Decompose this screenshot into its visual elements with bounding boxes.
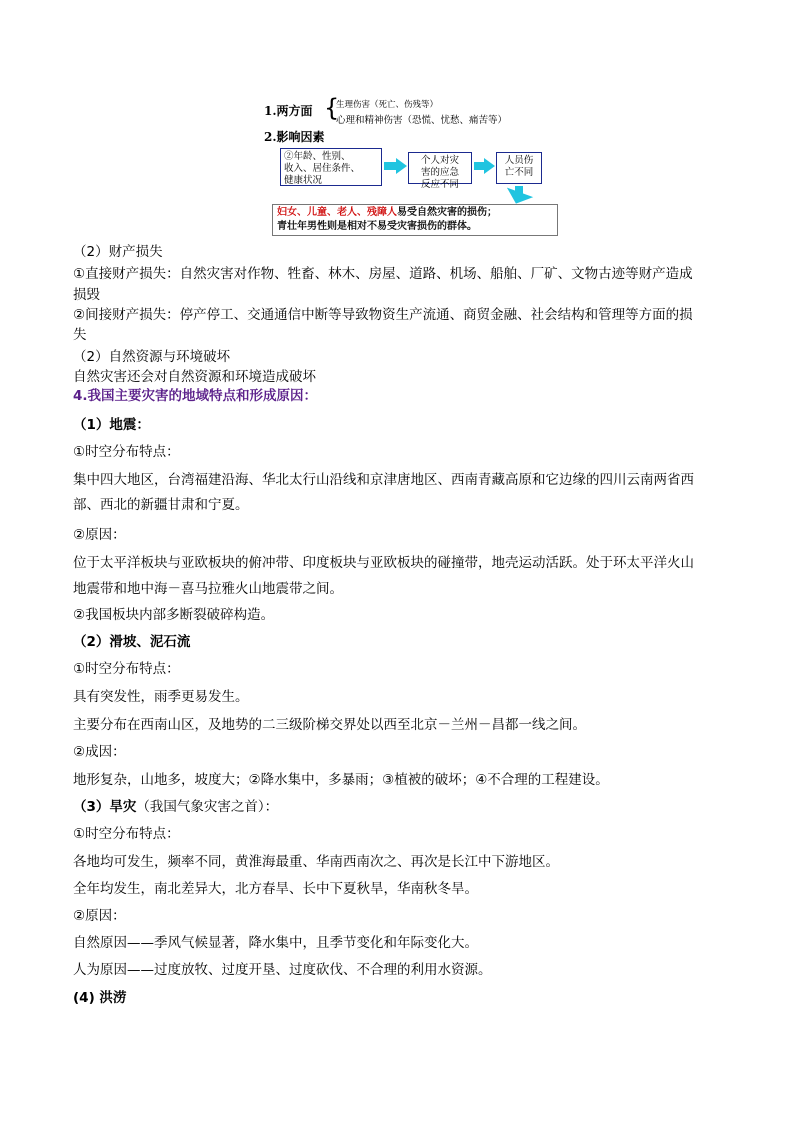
- earthquake-distribution: 集中四大地区，台湾福建沿海、华北太行山沿线和京津唐地区、西南青藏高原和它边缘的四川云南两省西: [73, 472, 694, 488]
- casualty-box-line: 亡不同: [504, 167, 534, 178]
- earthquake-cause: 位于太平洋板块与亚欧板块的俯冲带、印度板块与亚欧板块的碰撞带，地壳运动活跃。处于环太平洋火山: [73, 555, 694, 571]
- earthquake-cause-cont: 地震带和地中海－喜马拉雅火山地震带之间。: [73, 581, 343, 597]
- natural-cause: 自然原因——季风气候显著，降水集中，且季节变化和年际变化大。: [73, 935, 478, 951]
- landslide-feature: 具有突发性，雨季更易发生。: [73, 689, 249, 705]
- spatiotemporal-label: ①时空分布特点：: [73, 444, 180, 460]
- property-loss-heading: （2）财产损失: [73, 244, 163, 260]
- factor-box-line: 健康状况: [284, 175, 323, 186]
- cause-label: ②原因：: [73, 908, 126, 924]
- factor-box: [280, 148, 382, 186]
- human-cause: 人为原因——过度放牧、过度开垦、过度砍伐、不合理的利用水资源。: [73, 962, 492, 978]
- direct-loss-line: ①直接财产损失：自然灾害对作物、牲畜、林木、房屋、道路、机场、船舶、厂矿、文物古迹等财产造成: [73, 266, 693, 282]
- earthquake-distribution-cont: 部、西北的新疆甘肃和宁夏。: [73, 497, 249, 513]
- cause-label: ②原因：: [73, 527, 126, 543]
- impact-figure: [258, 96, 560, 238]
- drought-distribution: 各地均可发生，频率不同，黄淮海最重、华南西南次之、再次是长江中下游地区。: [73, 854, 559, 870]
- spatiotemporal-label: ①时空分布特点：: [73, 661, 180, 677]
- arrow-right-icon-head: [396, 158, 407, 174]
- response-box-line: 个人对灾: [420, 155, 459, 166]
- section-heading: 4.我国主要灾害的地域特点和形成原因：: [73, 388, 318, 404]
- vulnerable-text: 易受自然灾害的损伤；: [397, 207, 497, 218]
- indirect-loss-line: ②间接财产损失：停产停工、交通通信中断等导致物资生产流通、商贸金融、社会结构和管理等方面的损: [73, 307, 693, 323]
- brace-symbol: {: [324, 94, 340, 122]
- drought-heading: [73, 797, 278, 817]
- arrow-right-icon-head: [484, 158, 495, 174]
- arrow-right-icon: [474, 162, 484, 170]
- resource-text: 自然灾害还会对自然资源和环境造成破坏: [73, 369, 316, 385]
- figure-line1-label: 1.两方面: [264, 104, 313, 118]
- factor-box-line: ②年龄、性别、: [284, 151, 351, 162]
- arrow-right-icon: [384, 162, 396, 170]
- drought-title: （3）旱灾: [73, 799, 137, 815]
- landslide-distribution: 主要分布在西南山区，及地势的二三级阶梯交界处以西至北京－兰州－昌都一线之间。: [73, 717, 586, 733]
- direct-loss-line-cont: 损毁: [73, 287, 100, 303]
- drought-subtitle: （我国气象灾害之首）：: [136, 799, 279, 815]
- earthquake-cause-2: ②我国板块内部多断裂破碎构造。: [73, 607, 275, 623]
- figure-item-physical: 生理伤害（死亡、伤残等）: [336, 100, 439, 110]
- factor-box-line: 收入、居住条件、: [284, 163, 361, 174]
- casualty-box: [496, 152, 542, 184]
- figure-line2-label: 2.影响因素: [264, 130, 325, 144]
- casualty-box-line: 人员伤: [504, 155, 534, 166]
- flood-heading: (4) 洪涝: [73, 990, 127, 1006]
- response-box-line: 反应不同: [420, 179, 459, 190]
- landslide-heading: （2）滑坡、泥石流: [73, 634, 191, 650]
- cause-label: ②成因：: [73, 744, 126, 760]
- earthquake-heading: （1）地震：: [73, 417, 150, 433]
- response-box: [408, 152, 472, 190]
- young-men-text: 青壮年男性则是相对不易受灾害损伤的群体。: [277, 221, 477, 232]
- landslide-cause: 地形复杂，山地多，坡度大；②降水集中，多暴雨；③植被的破坏；④不合理的工程建设。: [73, 772, 609, 788]
- vulnerable-groups: 妇女、儿童、老人、残障人: [277, 207, 397, 218]
- spatiotemporal-label: ①时空分布特点：: [73, 826, 180, 842]
- resource-heading: （2）自然资源与环境破坏: [73, 349, 231, 365]
- vulnerable-groups-note: [272, 204, 558, 236]
- indirect-loss-line-cont: 失: [73, 327, 87, 343]
- response-box-line: 害的应急: [420, 167, 459, 178]
- figure-item-mental: 心理和精神伤害（恐慌、忧愁、痛苦等）: [336, 115, 508, 126]
- drought-season: 全年均发生，南北差异大，北方春旱、长中下夏秋旱，华南秋冬旱。: [73, 881, 478, 897]
